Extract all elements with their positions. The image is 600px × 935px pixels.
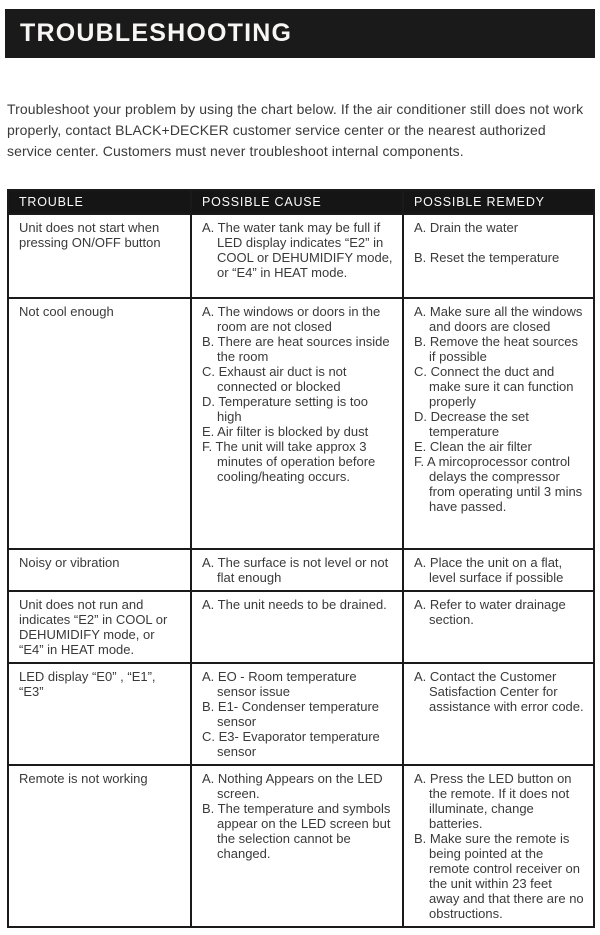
remedy-cell: [403, 549, 594, 591]
remedy-item: B. Reset the temperature: [414, 250, 560, 265]
cause-cell: [191, 591, 403, 663]
trouble-cell: [8, 663, 191, 765]
remedy-item: A. Drain the water: [414, 220, 519, 235]
section-title-bar: [5, 9, 595, 58]
table-body: [8, 214, 594, 927]
cause-item: A. EO - Room temperature sensor issue: [202, 669, 357, 699]
cause-item: B. E1- Condenser temperature sensor: [202, 699, 380, 729]
remedy-item: A. Refer to water drainage section.: [414, 597, 566, 627]
cause-item: A. The unit needs to be drained.: [202, 597, 387, 612]
remedy-item: A. Make sure all the windows and doors are closed: [414, 304, 583, 334]
cause-item: D. Temperature setting is too high: [202, 394, 368, 424]
trouble-text: LED display “E0” , “E1”, “E3”: [19, 669, 156, 699]
column-header-possible-remedy: POSSIBLE REMEDY: [403, 190, 594, 214]
table-row: [8, 298, 594, 549]
trouble-cell: [8, 591, 191, 663]
remedy-item: D. Decrease the set temperature: [414, 409, 529, 439]
column-header-trouble: TROUBLE: [8, 190, 191, 214]
cause-item: A. The surface is not level or not flat enough: [202, 555, 389, 585]
trouble-cell: [8, 549, 191, 591]
remedy-item: B. Make sure the remote is being pointed at the remote control receiver on the unit within 23 feet away and that there are no obstructions.: [414, 831, 584, 921]
cause-item: F. The unit will take approx 3 minutes of operation before cooling/heating occurs.: [202, 439, 376, 484]
cause-item: A. The windows or doors in the room are not closed: [202, 304, 381, 334]
cause-item: A. The water tank may be full if LED display indicates “E2” in COOL or DEHUMIDIFY mode, or “E4” in HEAT mode.: [202, 220, 393, 280]
remedy-item: A. Press the LED button on the remote. If it does not illuminate, change batteries.: [414, 771, 572, 831]
cause-item: C. E3- Evaporator temperature sensor: [202, 729, 380, 759]
trouble-text: Unit does not run and indicates “E2” in COOL or DEHUMIDIFY mode, or “E4” in HEAT mode.: [19, 597, 168, 657]
trouble-text: Noisy or vibration: [19, 555, 120, 570]
cause-cell: [191, 214, 403, 298]
cause-cell: [191, 298, 403, 549]
remedy-item: A. Place the unit on a flat, level surface if possible: [414, 555, 564, 585]
cause-cell: [191, 765, 403, 927]
trouble-cell: [8, 298, 191, 549]
cause-item: E. Air filter is blocked by dust: [202, 424, 369, 439]
page-title: TROUBLESHOOTING: [20, 19, 293, 47]
remedy-item: A. Contact the Customer Satisfaction Center for assistance with error code.: [414, 669, 584, 714]
table-row: [8, 549, 594, 591]
remedy-item: C. Connect the duct and make sure it can function properly: [414, 364, 574, 409]
table-row: [8, 663, 594, 765]
cause-cell: [191, 549, 403, 591]
cause-item: B. The temperature and symbols appear on the LED screen but the selection cannot be changed.: [202, 801, 391, 861]
remedy-cell: [403, 591, 594, 663]
remedy-item: F. A mircoprocessor control delays the compressor from operating until 3 mins have passed.: [414, 454, 583, 514]
table-row: [8, 591, 594, 663]
trouble-text: Not cool enough: [19, 304, 114, 319]
trouble-text: Unit does not start when pressing ON/OFF button: [19, 220, 161, 250]
column-header-possible-cause: POSSIBLE CAUSE: [191, 190, 403, 214]
manual-page: [0, 9, 600, 928]
trouble-cell: [8, 214, 191, 298]
remedy-cell: [403, 765, 594, 927]
table-row: [8, 765, 594, 927]
remedy-cell: [403, 298, 594, 549]
remedy-item: B. Remove the heat sources if possible: [414, 334, 579, 364]
cause-cell: [191, 663, 403, 765]
table-header-row: [8, 190, 594, 214]
intro-paragraph: Troubleshoot your problem by using the chart below. If the air conditioner still does not work properly, contact BLACK+DECKER customer service center or the nearest authorized service center. Customers must never troubleshoot internal components.: [7, 101, 584, 159]
troubleshooting-table: [7, 189, 595, 928]
table-row: [8, 214, 594, 298]
cause-item: C. Exhaust air duct is not connected or blocked: [202, 364, 347, 394]
remedy-cell: [403, 214, 594, 298]
cause-item: B. There are heat sources inside the room: [202, 334, 390, 364]
trouble-cell: [8, 765, 191, 927]
trouble-text: Remote is not working: [19, 771, 148, 786]
remedy-cell: [403, 663, 594, 765]
cause-item: A. Nothing Appears on the LED screen.: [202, 771, 383, 801]
remedy-item: E. Clean the air filter: [414, 439, 532, 454]
